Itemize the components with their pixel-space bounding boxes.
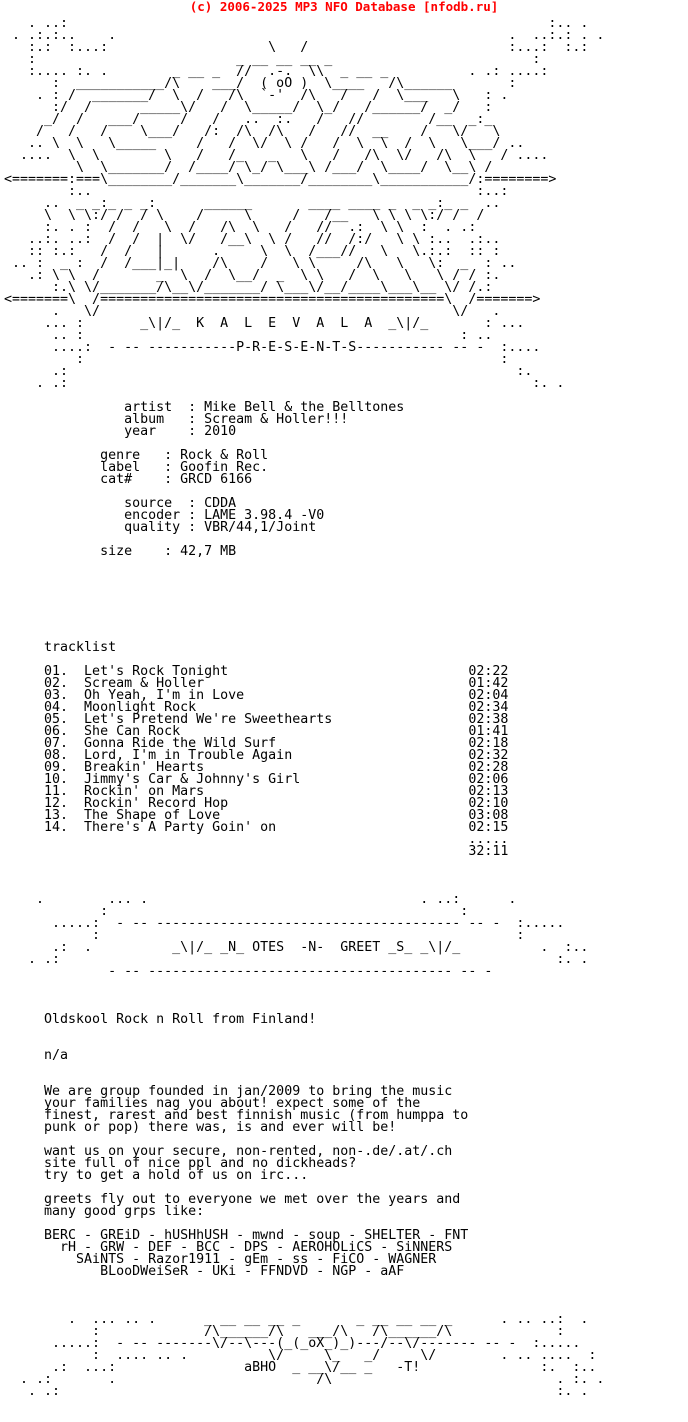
nfo-line: We are group founded in jan/2009 to bring the music — [4, 1084, 453, 1099]
nfo-line: 10. Jimmy's Car & Johnny's Girl 02:06 — [4, 772, 509, 787]
nfo-line: .. : _ : / /___|_| /\ / \ \ /\ \ \: _ : .. — [4, 256, 517, 271]
nfo-line: 12. Rockin' Record Hop 02:10 — [4, 796, 509, 811]
nfo-line: .: :. — [4, 364, 533, 379]
nfo-line: your families nag you about! expect some of the — [4, 1096, 421, 1111]
nfo-line: : : — [4, 352, 509, 367]
nfo-line: .. : : .. — [4, 328, 493, 343]
nfo-line: album : Scream & Holler!!! — [4, 412, 349, 427]
nfo-line: quality : VBR/44,1/Joint — [4, 520, 317, 535]
nfo-line: . .: . /\ . :. . — [4, 1372, 605, 1387]
nfo-line: 08. Lord, I'm in Trouble Again 02:32 — [4, 748, 509, 763]
nfo-line: many good grps like: — [4, 1204, 205, 1219]
nfo-line — [4, 1410, 604, 1422]
nfo-line: / / / \___/ /: /\ /\ / // __ / \/ \ — [4, 124, 501, 139]
nfo-line: <=======:===\________/_______\_______/________\___________/:========> — [4, 172, 557, 187]
nfo-line: .....: - -- -------------------------------------- -- - :..... — [4, 916, 565, 931]
nfo-line: : : — [4, 928, 525, 943]
nfo-line: 02. Scream & Holler 01:42 — [4, 676, 509, 691]
nfo-line — [4, 990, 604, 1002]
nfo-line: . .: :. . — [4, 376, 565, 391]
nfo-line: ....: - -- -----------P-R-E-S-E-N-T-S----------- -- - :.... — [4, 340, 541, 355]
nfo-line: .... \ \ \ / /_ _ \ / /\ \/ /\ \ / .... — [4, 148, 549, 163]
nfo-line: - -- -------------------------------------- -- - — [4, 964, 493, 979]
nfo-line: : /\______/\ ___/\ /\______/\ : — [4, 1324, 565, 1339]
nfo-line: encoder : LAME 3.98.4 -V0 — [4, 508, 325, 523]
nfo-line: 04. Moonlight Rock 02:34 — [4, 700, 509, 715]
nfo-line: \ \_______/ /____/ \_/ \___\ /___/ \____/ \__\ / — [4, 160, 493, 175]
nfo-line — [4, 1278, 604, 1290]
nfo-line: site full of nice ppl and no dickheads? — [4, 1156, 357, 1171]
nfo-line: : .... .. . \/ \_ _/ \/ . .. .... : — [4, 1348, 597, 1363]
nfo-line: 11. Rockin' on Mars 02:13 — [4, 784, 509, 799]
nfo-line: rH - GRW - DEF - BCC - DPS - AEROHOLiCS - SiNNERS — [4, 1240, 453, 1255]
nfo-line: . ..: :.. . — [4, 16, 589, 31]
nfo-line: .....: - -- -------\/--\---(_(_oX_)_)---/--\/------- -- - :..... — [4, 1336, 581, 1351]
nfo-line — [4, 618, 604, 630]
nfo-line: . .: :. . — [4, 952, 589, 967]
nfo-line — [4, 870, 604, 882]
nfo-line: year : 2010 — [4, 424, 237, 439]
nfo-line — [4, 1290, 604, 1302]
nfo-line: SAiNTS - Razor1911 - gEm - ss - FiCO - WAGNER — [4, 1252, 437, 1267]
nfo-line: n/a — [4, 1048, 69, 1063]
nfo-line: 06. She Can Rock 01:41 — [4, 724, 509, 739]
nfo-line — [4, 582, 604, 594]
nfo-line — [4, 594, 604, 606]
nfo-line: .. \ \ \_____ / / \/ \ / / \ \ / \ \___/ .. — [4, 136, 525, 151]
nfo-line — [4, 1038, 604, 1050]
nfo-line: :.. :..: — [4, 184, 509, 199]
nfo-line: . ... .. . _ __ __ __ _ _ __ __ __ _ . .. ..: . — [4, 1312, 589, 1327]
nfo-line: 13. The Shape of Love 03:08 — [4, 808, 509, 823]
nfodb-credit: (c) 2006-2025 MP3 NFO Database [nfodb.ru] — [189, 0, 499, 14]
nfo-line: 05. Let's Pretend We're Sweethearts 02:38 — [4, 712, 509, 727]
nfo-line: .: \ \ / _ \ / \__/ _ \ \ / \ \ \ / / :. — [4, 268, 501, 283]
nfo-line: . \/ \/ . — [4, 304, 501, 319]
nfo-line: 09. Breakin' Hearts 02:28 — [4, 760, 509, 775]
nfo-line — [4, 1398, 604, 1410]
nfo-line: : ___________/\ ___/ ( oO ) \____ /\______ : — [4, 76, 517, 91]
nfo-line: tracklist — [4, 640, 117, 655]
nfo-line: label : Goofin Rec. — [4, 460, 269, 475]
nfo-line: BLooDWeiSeR - UKi - FFNDVD - NGP - aAF — [4, 1264, 405, 1279]
nfo-line — [4, 558, 604, 570]
nfo-line — [4, 606, 604, 618]
nfo-line: :.... :. . _ __ _ // .-. \\ _ __ _ . .: ....: — [4, 64, 549, 79]
nfo-line: :: :.: / / | . \ \ /___// \ \.:.: :: : — [4, 244, 501, 259]
nfo-line: genre : Rock & Roll — [4, 448, 269, 463]
nfo-line: .. _ _:_ _ _: ______ ____ ____ _ _ _:_ _ .. — [4, 196, 501, 211]
nfo-line: 14. There's A Party Goin' on 02:15 — [4, 820, 509, 835]
nfo-line: cat# : GRCD 6166 — [4, 472, 253, 487]
nfo-line — [4, 1062, 604, 1074]
nfo-line: 01. Let's Rock Tonight 02:22 — [4, 664, 509, 679]
nfo-line: 03. Oh Yeah, I'm in Love 02:04 — [4, 688, 509, 703]
nfo-line: : _ __ __ __ _ : — [4, 52, 541, 67]
nfo-line: _/ / ___/ / / .. :. / // /__ _:_ — [4, 112, 493, 127]
nfo-line: greets fly out to everyone we met over the years and — [4, 1192, 461, 1207]
nfo-line: :. . : / / \ / /\ \ / // .: \ \ : . .: — [4, 220, 477, 235]
nfo-line — [4, 858, 604, 870]
nfo-line: finest, rarest and best finnish music (from humppa to — [4, 1108, 469, 1123]
nfo-line: :/ / _____\/ / \_____/ \_/ /______/ _/ : — [4, 100, 493, 115]
nfo-line: . .: :. . — [4, 1384, 589, 1399]
nfo-line: punk or pop) there was, is and ever will be! — [4, 1120, 397, 1135]
nfo-line: .: . _\|/_ _N_ OTES -N- GREET _S_ _\|/_ . :.. — [4, 940, 589, 955]
nfo-line: ... : _\|/_ K A L E V A L A _\|/_ : ... — [4, 316, 525, 331]
nfo-line: . : / _______/ \ / /\ `-' /\ / / \___ \ : . — [4, 88, 509, 103]
nfo-line: try to get a hold of us on irc... — [4, 1168, 309, 1183]
nfo-line: :.\ \/_______/\__\/_______/ \___\/__/____\___\__ \/ /.: — [4, 280, 493, 295]
nfo-line: BERC - GREiD - hUSHhUSH - mwnd - soup - SHELTER - FNT — [4, 1228, 469, 1243]
nfo-line: Oldskool Rock n Roll from Finland! — [4, 1012, 317, 1027]
nfo-line: \ \ \:/ / / \ / \ / /__ \ \ \ \:/ / / — [4, 208, 485, 223]
nfo-line: want us on your secure, non-rented, non-.de/.at/.ch — [4, 1144, 453, 1159]
nfo-line: . ... . . ..: . — [4, 892, 517, 907]
nfo-line: .: ...: aBHO _ __\/__ _ -T! :. :.. — [4, 1360, 597, 1375]
nfo-line: 32:11 — [4, 844, 509, 859]
nfo-line — [4, 978, 604, 990]
nfo-line: ..... — [4, 832, 509, 847]
nfo-line: source : CDDA — [4, 496, 237, 511]
nfo-line: ..:. ..: / / | \/ /__\ \ / // /:/ \ \ :.. .:.. — [4, 232, 501, 247]
nfo-document — [4, 18, 604, 1422]
nfo-line: size : 42,7 MB — [4, 544, 237, 559]
nfo-line: 07. Gonna Ride the Wild Surf 02:18 — [4, 736, 509, 751]
nfo-line: <=======\ /===========================================\ /=======> — [4, 292, 541, 307]
nfo-line: :.: :...: \ / :...: :.: — [4, 40, 589, 55]
nfo-line: : : — [4, 904, 469, 919]
nfo-line: . .:.:.. . . ..:.: . . — [4, 28, 605, 43]
nfo-line — [4, 1026, 604, 1038]
nfo-line — [4, 570, 604, 582]
nfo-line: artist : Mike Bell & the Belltones — [4, 400, 405, 415]
